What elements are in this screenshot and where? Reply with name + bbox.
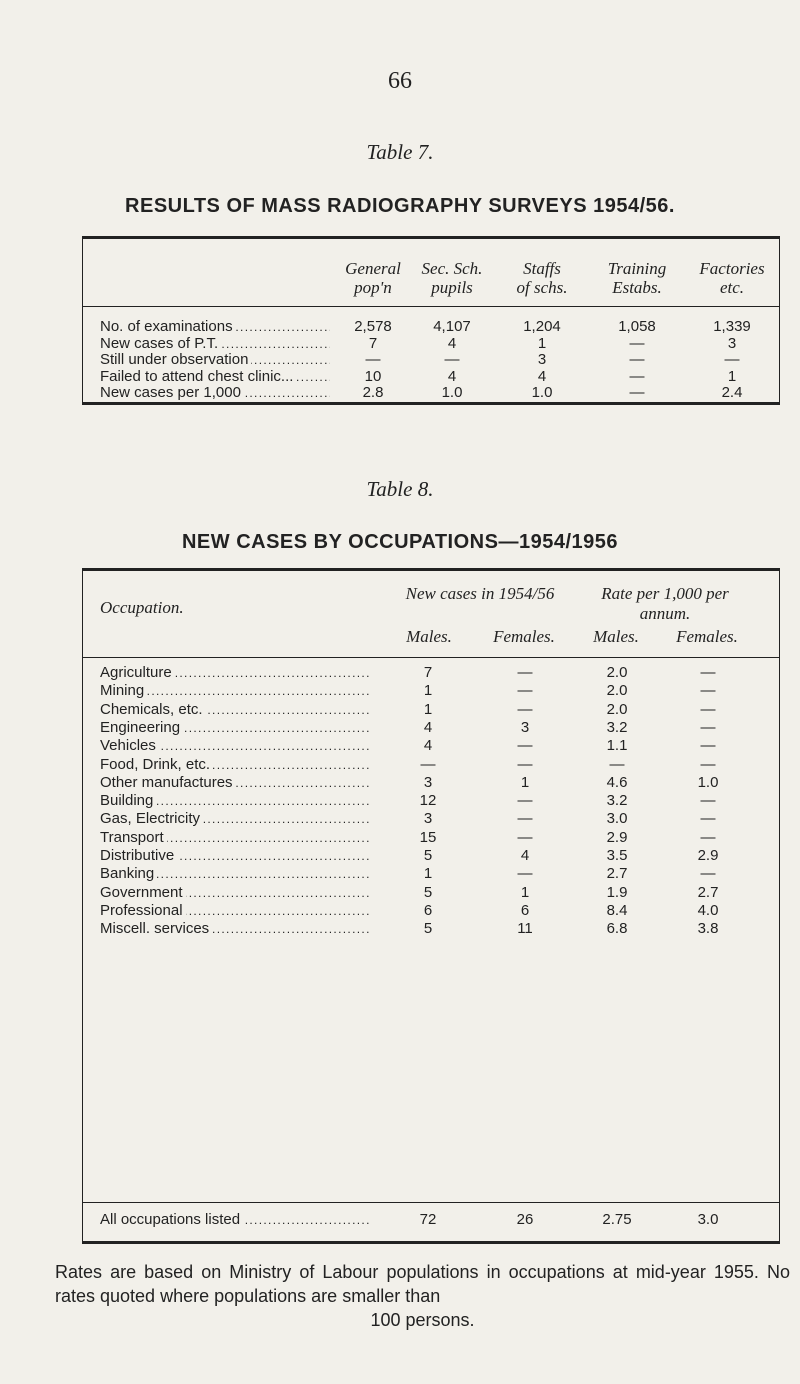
t8-group2-header-line1: Rate per 1,000 per bbox=[601, 584, 729, 603]
t7-cell: — bbox=[724, 351, 740, 368]
t7-cell: 4 bbox=[447, 367, 457, 385]
t8-row-label-text: Other manufactures bbox=[100, 774, 236, 791]
t7-cell: 1,339 bbox=[713, 318, 751, 335]
table8-header-rule bbox=[82, 657, 780, 658]
t7-row-label-text: Still under observation bbox=[100, 351, 251, 368]
t7-row-label bbox=[100, 384, 330, 401]
t8-cell: — bbox=[517, 755, 533, 773]
t8-row-label-text: Banking bbox=[100, 865, 157, 882]
t8-cell: — bbox=[700, 810, 716, 828]
t8-row-label-text: Building bbox=[100, 792, 156, 809]
t7-cell: — bbox=[629, 351, 645, 368]
t7-col-factories-line1: Factories bbox=[699, 259, 765, 278]
table8-top-rule bbox=[82, 568, 780, 571]
table8-title: NEW CASES BY OCCUPATIONS—1954/1956 bbox=[181, 531, 618, 553]
t8-cell: 1 bbox=[423, 682, 433, 700]
table8-bottom-rule bbox=[82, 1241, 780, 1244]
t7-cell: — bbox=[365, 351, 381, 368]
t7-cell: 3 bbox=[727, 334, 737, 352]
t8-cell: 2.7 bbox=[697, 883, 719, 901]
t8-sub-females-cases: Females. bbox=[493, 627, 555, 646]
t7-row-label bbox=[100, 335, 330, 352]
t8-row-label bbox=[100, 829, 400, 846]
t8-row-label bbox=[100, 810, 400, 827]
t7-row-label-text: No. of examinations bbox=[100, 318, 236, 335]
t8-cell: 3 bbox=[423, 773, 433, 791]
t8-cell: — bbox=[517, 792, 533, 810]
footnote bbox=[55, 1260, 790, 1332]
t8-cell: 12 bbox=[419, 792, 437, 810]
t8-cell: 5 bbox=[423, 920, 433, 938]
t8-cell: — bbox=[420, 755, 436, 773]
t8-cell: 1.0 bbox=[697, 773, 719, 791]
t8-row-label bbox=[100, 884, 400, 901]
t8-cell: 3.2 bbox=[606, 718, 628, 736]
table8-total-rule bbox=[82, 1202, 780, 1203]
t8-cell: 2.9 bbox=[697, 847, 719, 864]
t8-row-label bbox=[100, 701, 400, 718]
t8-cell: 3.0 bbox=[606, 810, 628, 828]
t7-cell: 4,107 bbox=[433, 318, 471, 335]
t7-cell: 4 bbox=[537, 367, 547, 385]
t7-row-label bbox=[100, 318, 330, 335]
table8-label: Table 8. bbox=[366, 477, 434, 501]
t7-col-staffs-line2: of schs. bbox=[516, 278, 568, 297]
t8-cell: — bbox=[517, 682, 533, 700]
t8-cell: 7 bbox=[423, 664, 433, 681]
t8-cell: 5 bbox=[423, 847, 433, 864]
t7-col-factories bbox=[684, 259, 780, 297]
t8-row-label bbox=[100, 792, 400, 809]
t8-row-label-text: Mining bbox=[100, 682, 147, 699]
t8-cell: 3.5 bbox=[606, 847, 628, 864]
t7-col-staffs-line1: Staffs bbox=[523, 259, 561, 278]
t8-cell: 3.8 bbox=[697, 920, 719, 938]
footnote-line2: mid-year 1955. No rates quoted where populations are smaller than bbox=[55, 1262, 790, 1306]
t8-row-label bbox=[100, 737, 400, 754]
t8-row-label-text: Distributive bbox=[100, 847, 177, 864]
t8-cell: 2.7 bbox=[606, 865, 628, 883]
table7-title: RESULTS OF MASS RADIOGRAPHY SURVEYS 1954/56. bbox=[125, 195, 675, 217]
t8-row-label-text: Miscell. services bbox=[100, 920, 212, 937]
t8-sub-males-rate: Males. bbox=[593, 627, 639, 646]
t8-cell: 4 bbox=[423, 718, 433, 736]
t7-col-factories-line2: etc. bbox=[719, 278, 745, 297]
t8-row-label-text: All occupations listed bbox=[100, 1211, 243, 1228]
t7-col-general-line2: pop'n bbox=[354, 278, 392, 297]
t8-cell: 2.0 bbox=[606, 700, 628, 718]
t7-cell: 2,578 bbox=[354, 318, 392, 335]
t8-cell: 2.75 bbox=[602, 1211, 632, 1228]
t8-cell: 6.8 bbox=[606, 920, 628, 938]
t7-cell: — bbox=[629, 334, 645, 352]
t8-cell: — bbox=[700, 700, 716, 718]
t7-col-training-line1: Training bbox=[607, 259, 667, 278]
t8-cell: — bbox=[517, 865, 533, 883]
t7-cell: 7 bbox=[368, 334, 378, 352]
t8-row-label-text: Agriculture bbox=[100, 664, 175, 681]
t7-row-label-text: Failed to attend chest clinic... bbox=[100, 368, 296, 385]
table7-header-rule bbox=[82, 306, 780, 307]
t7-cell: 4 bbox=[447, 334, 457, 352]
t8-row-label-text: Vehicles bbox=[100, 737, 159, 754]
t8-row-label-text: Transport bbox=[100, 829, 167, 846]
t7-row-label-text: New cases of P.T. bbox=[100, 335, 221, 352]
t8-row-label bbox=[100, 1211, 400, 1228]
t8-cell: 3 bbox=[520, 718, 530, 736]
t7-col-secsch-line2: pupils bbox=[431, 278, 473, 297]
t8-cell: 3 bbox=[423, 810, 433, 828]
t7-cell: 3 bbox=[537, 351, 547, 368]
t7-cell: 1 bbox=[537, 334, 547, 352]
t8-row-label-text: Engineering bbox=[100, 719, 183, 736]
t8-cell: 11 bbox=[517, 920, 533, 938]
t8-cell: 4 bbox=[520, 847, 530, 864]
page-number: 66 bbox=[388, 68, 412, 94]
t7-col-secsch bbox=[402, 259, 502, 297]
t8-cell: — bbox=[517, 828, 533, 846]
t8-cell: — bbox=[700, 682, 716, 700]
t8-cell: 15 bbox=[419, 828, 437, 846]
t8-cell: — bbox=[700, 755, 716, 773]
t8-cell: 6 bbox=[423, 901, 433, 919]
t7-cell: 2.8 bbox=[362, 384, 384, 401]
t7-col-training bbox=[587, 259, 687, 297]
t7-col-staffs bbox=[497, 259, 587, 297]
t8-cell: 3.0 bbox=[697, 1211, 719, 1228]
t8-cell: 8.4 bbox=[606, 901, 628, 919]
t8-cell: 1.1 bbox=[606, 737, 628, 755]
t7-cell: 10 bbox=[364, 367, 382, 385]
t7-cell: 1 bbox=[727, 367, 737, 385]
table7-top-rule bbox=[82, 236, 780, 239]
t7-row-label bbox=[100, 368, 330, 385]
t8-row-label-text: Professional bbox=[100, 902, 186, 919]
t8-row-label-text: Gas, Electricity bbox=[100, 810, 203, 827]
t8-cell: 4.0 bbox=[697, 901, 719, 919]
t8-row-label-text: Food, Drink, etc. bbox=[100, 756, 213, 773]
t8-cell: 2.9 bbox=[606, 828, 628, 846]
t8-cell: 1 bbox=[423, 865, 433, 883]
t7-cell: 2.4 bbox=[721, 384, 743, 401]
t7-col-general-line1: General bbox=[345, 259, 401, 278]
t8-cell: — bbox=[700, 664, 716, 681]
t7-row-label bbox=[100, 351, 330, 368]
t8-cell: 1 bbox=[520, 883, 530, 901]
t8-cell: — bbox=[517, 737, 533, 755]
t7-cell: 1.0 bbox=[531, 384, 553, 401]
t8-cell: 2.0 bbox=[606, 682, 628, 700]
t8-row-label bbox=[100, 902, 400, 919]
t8-cell: — bbox=[517, 810, 533, 828]
t8-row-label bbox=[100, 774, 400, 791]
t8-cell: 1.9 bbox=[606, 883, 628, 901]
t7-cell: 1,058 bbox=[618, 318, 656, 335]
t8-group2-header-line2: annum. bbox=[639, 604, 691, 623]
t8-cell: — bbox=[700, 865, 716, 883]
t8-cell: 6 bbox=[520, 901, 530, 919]
footnote-line3: 100 persons. bbox=[370, 1310, 475, 1330]
t8-row-label bbox=[100, 920, 400, 937]
t7-cell: — bbox=[444, 351, 460, 368]
t7-cell: — bbox=[629, 384, 645, 401]
footnote-line1: Rates are based on Ministry of Labour populations in occupations at bbox=[55, 1262, 628, 1282]
t8-cell: 5 bbox=[423, 883, 433, 901]
t8-cell: 1 bbox=[423, 700, 433, 718]
t8-cell: 3.2 bbox=[606, 792, 628, 810]
t8-cell: 4.6 bbox=[606, 773, 628, 791]
t8-occupation-header: Occupation. bbox=[100, 598, 184, 617]
t8-cell: 1 bbox=[520, 773, 530, 791]
t8-row-label bbox=[100, 847, 400, 864]
table7-label: Table 7. bbox=[366, 140, 434, 164]
t7-col-secsch-line1: Sec. Sch. bbox=[421, 259, 483, 278]
t8-cell: — bbox=[700, 737, 716, 755]
t8-row-label bbox=[100, 719, 400, 736]
t8-cell: 72 bbox=[419, 1211, 437, 1228]
t7-col-training-line2: Estabs. bbox=[612, 278, 662, 297]
t8-group1-header: New cases in 1954/56 bbox=[405, 584, 555, 603]
t8-row-label bbox=[100, 682, 400, 699]
t8-row-label bbox=[100, 664, 400, 681]
t8-cell: — bbox=[700, 718, 716, 736]
t8-row-label bbox=[100, 756, 400, 773]
t8-sub-females-rate: Females. bbox=[676, 627, 738, 646]
t8-cell: 4 bbox=[423, 737, 433, 755]
t8-cell: — bbox=[700, 828, 716, 846]
t8-cell: 2.0 bbox=[606, 664, 628, 681]
t7-row-label-text: New cases per 1,000 bbox=[100, 384, 244, 401]
t8-row-label bbox=[100, 865, 400, 882]
t8-row-label-text: Government bbox=[100, 884, 186, 901]
table7-bottom-rule bbox=[82, 402, 780, 405]
t7-cell: 1,204 bbox=[523, 318, 561, 335]
t8-cell: — bbox=[700, 792, 716, 810]
t8-sub-males-cases: Males. bbox=[406, 627, 452, 646]
t8-cell: — bbox=[609, 755, 625, 773]
t8-cell: 26 bbox=[516, 1211, 534, 1228]
t8-cell: — bbox=[517, 700, 533, 718]
t8-row-label-text: Chemicals, etc. bbox=[100, 701, 206, 718]
t7-cell: 1.0 bbox=[441, 384, 463, 401]
t8-cell: — bbox=[517, 664, 533, 681]
t7-cell: — bbox=[629, 367, 645, 385]
